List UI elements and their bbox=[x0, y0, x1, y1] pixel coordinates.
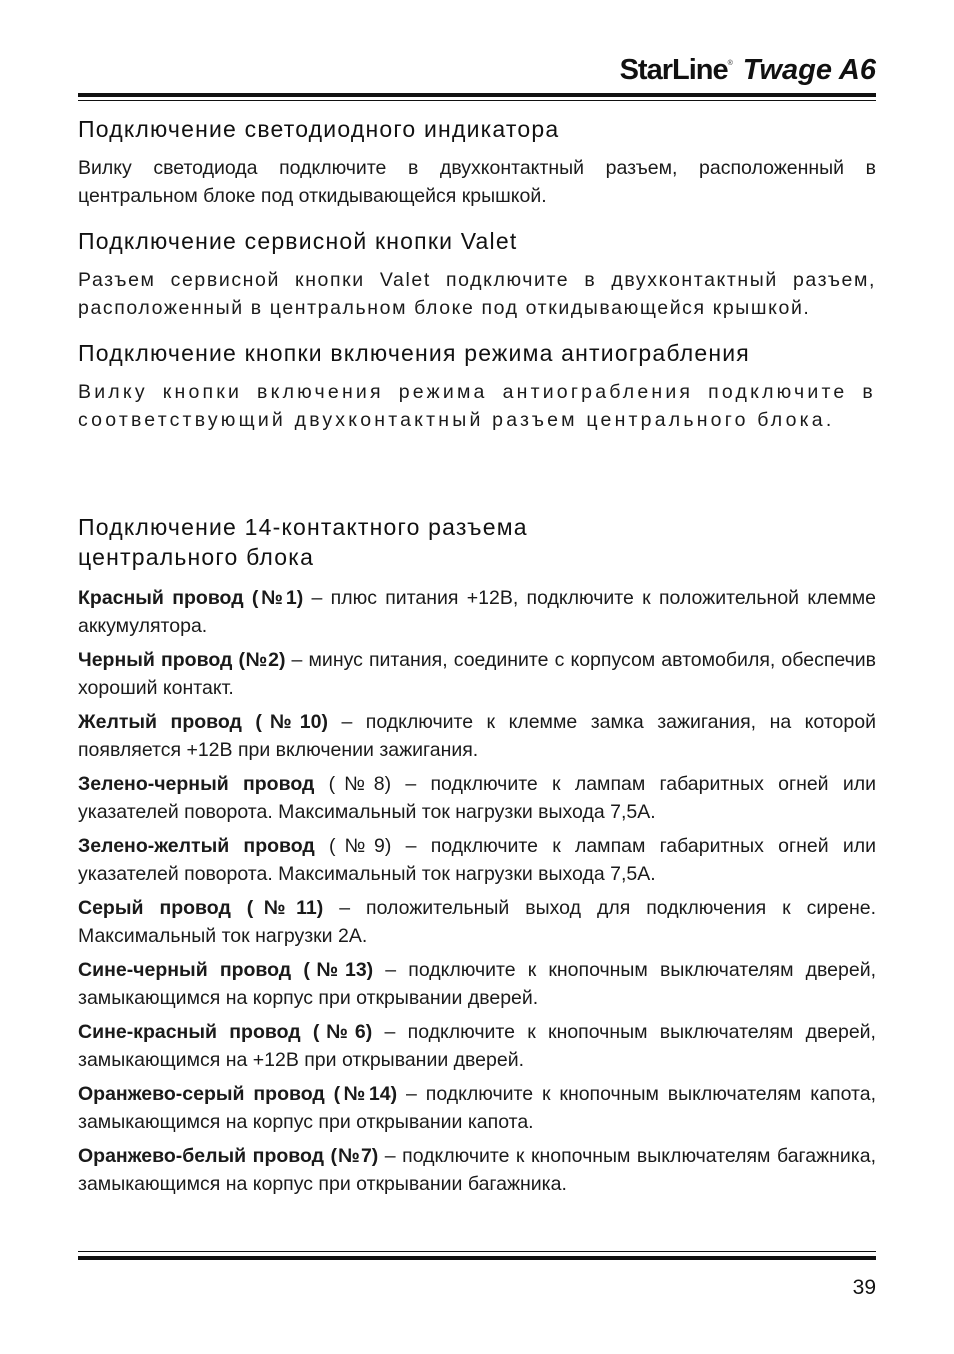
wire-description: – минус питания, соедините с корпусом автомобиля, обеспечив хороший контакт. bbox=[78, 649, 876, 699]
wire-pin: (№8) bbox=[314, 773, 392, 795]
wire-item bbox=[78, 832, 876, 888]
connector-title-line2: центрального блока bbox=[78, 544, 315, 570]
footer-rule-thin bbox=[78, 1251, 876, 1252]
wire-item bbox=[78, 646, 876, 702]
header-rule-thin bbox=[78, 100, 876, 101]
wire-item bbox=[78, 770, 876, 826]
wire-label: Сине-черный провод (№13) bbox=[78, 959, 374, 981]
section-led bbox=[78, 114, 876, 210]
wire-item bbox=[78, 956, 876, 1012]
wire-label: Зелено-черный провод bbox=[78, 773, 315, 795]
model-name: Twage A6 bbox=[742, 54, 876, 86]
wire-description: – подключите к лампам габаритных огней или указателей поворота. Максимальный ток нагрузки выхода 7,5А. bbox=[78, 773, 877, 823]
wire-item bbox=[78, 1080, 876, 1136]
wire-description: – подключите к кнопочным выключателям дверей, замыкающимся на +12В при открывании дверей. bbox=[78, 1021, 876, 1071]
starline-logo: StarLine bbox=[619, 54, 728, 86]
wire-item bbox=[78, 708, 876, 764]
wire-label: Оранжево-белый провод (№7) bbox=[78, 1145, 379, 1167]
page-number: 39 bbox=[852, 1276, 876, 1299]
spacer bbox=[78, 450, 876, 512]
wire-description: – подключите к кнопочным выключателям дверей, замыкающимся на корпус при открывании дверей. bbox=[78, 959, 877, 1009]
wire-description: – подключите к кнопочным выключателям багажника, замыкающимся на корпус при открывании багажника. bbox=[78, 1145, 876, 1195]
wire-pin: (№9) bbox=[314, 835, 392, 857]
page-content bbox=[78, 114, 876, 1204]
wire-label: Желтый провод (№10) bbox=[78, 711, 328, 733]
section-text: Вилку светодиода подключите в двухконтактный разъем, расположенный в центральном блоке под откидывающейся крышкой. bbox=[78, 157, 876, 207]
section-text: Вилку кнопки включения режима антиограбления подключите в соответствующий двухконтактный разъем центрального блока. bbox=[78, 381, 876, 431]
wire-description: – подключите к клемме замка зажигания, на которой появляется +12В при включении зажигания. bbox=[78, 711, 876, 761]
connector-title-line1: Подключение 14-контактного разъема bbox=[78, 514, 528, 540]
wire-label: Зелено-желтый провод bbox=[78, 835, 315, 857]
footer-rule-thick bbox=[78, 1256, 876, 1260]
wire-description: – подключите к кнопочным выключателям капота, замыкающимся на корпус при открывании капота. bbox=[78, 1083, 876, 1133]
wire-item bbox=[78, 894, 876, 950]
wire-label: Черный провод (№2) bbox=[78, 649, 286, 671]
wire-label: Красный провод (№1) bbox=[78, 587, 304, 609]
brand-block bbox=[620, 54, 876, 87]
section-antirobbery bbox=[78, 338, 876, 434]
page-header bbox=[78, 52, 876, 94]
connector-section-title bbox=[78, 512, 876, 572]
section-text: Разъем сервисной кнопки Valet подключите в двухконтактный разъем, расположенный в центральном блоке под откидывающейся крышкой. bbox=[78, 269, 876, 319]
section-title: Подключение светодиодного индикатора bbox=[78, 116, 560, 142]
wire-item bbox=[78, 1018, 876, 1074]
wire-description: – подключите к лампам габаритных огней или указателей поворота. Максимальный ток нагрузки выхода 7,5А. bbox=[78, 835, 876, 885]
section-valet bbox=[78, 226, 876, 322]
wire-description: – плюс питания +12В, подключите к положительной клемме аккумулятора. bbox=[78, 587, 876, 637]
section-title: Подключение кнопки включения режима антиограбления bbox=[78, 340, 750, 366]
wire-label: Сине-красный провод (№6) bbox=[78, 1021, 373, 1043]
wire-item bbox=[78, 584, 876, 640]
wire-item bbox=[78, 1142, 876, 1198]
wire-label: Серый провод (№11) bbox=[78, 897, 324, 919]
registered-mark: ® bbox=[727, 60, 733, 67]
wire-label: Оранжево-серый провод (№14) bbox=[78, 1083, 398, 1105]
wire-description: – положительный выход для подключения к сирене. Максимальный ток нагрузки 2А. bbox=[78, 897, 876, 947]
section-title: Подключение сервисной кнопки Valet bbox=[78, 228, 518, 254]
wire-list bbox=[78, 584, 876, 1198]
header-rule-thick bbox=[78, 93, 876, 97]
